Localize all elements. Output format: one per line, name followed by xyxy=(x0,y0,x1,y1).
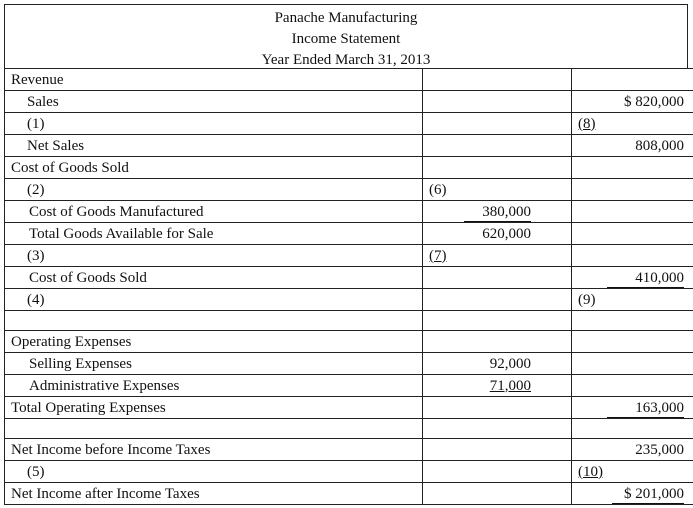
table-row xyxy=(5,353,693,375)
table-row xyxy=(5,439,693,461)
table-row xyxy=(5,69,693,91)
nibt-label: Net Income before Income Taxes xyxy=(5,439,423,461)
table-row xyxy=(5,223,693,245)
statement-title: Income Statement xyxy=(291,31,401,47)
blank-4: (4) xyxy=(5,289,423,311)
table-row xyxy=(5,245,693,267)
niat-value: $ 201,000 xyxy=(612,486,684,504)
sales-value: $ 820,000 xyxy=(572,91,693,113)
income-statement xyxy=(4,4,688,505)
admin-label: Administrative Expenses xyxy=(5,375,423,397)
blank-9: (9) xyxy=(572,289,693,311)
revenue-heading: Revenue xyxy=(5,69,423,91)
net-sales-label: Net Sales xyxy=(5,135,423,157)
blank-5: (5) xyxy=(5,461,423,483)
table-row xyxy=(5,311,693,331)
table-row xyxy=(5,113,693,135)
table-row xyxy=(5,397,693,419)
net-sales-value: 808,000 xyxy=(572,135,693,157)
nibt-value: 235,000 xyxy=(572,439,693,461)
table-row xyxy=(5,267,693,289)
cogm-value: 380,000 xyxy=(464,204,531,222)
cogs-label: Cost of Goods Sold xyxy=(5,267,423,289)
table-row xyxy=(5,419,693,439)
table-row xyxy=(5,375,693,397)
total-opex-label: Total Operating Expenses xyxy=(5,397,423,419)
selling-value: 92,000 xyxy=(423,353,572,375)
table-row xyxy=(5,157,693,179)
table-row xyxy=(5,289,693,311)
blank-10: (10) xyxy=(578,463,603,480)
cogs-heading: Cost of Goods Sold xyxy=(5,157,423,179)
tgafs-label: Total Goods Available for Sale xyxy=(5,223,423,245)
table-row xyxy=(5,135,693,157)
opex-heading: Operating Expenses xyxy=(5,331,423,353)
table-row xyxy=(5,461,693,483)
sales-label: Sales xyxy=(5,91,423,113)
blank-1: (1) xyxy=(5,113,423,135)
blank-6: (6) xyxy=(423,179,572,201)
table-row xyxy=(5,331,693,353)
statement-header xyxy=(4,4,688,68)
table-row xyxy=(5,179,693,201)
blank-8: (8) xyxy=(578,115,596,132)
cogs-value: 410,000 xyxy=(607,270,684,288)
admin-value: 71,000 xyxy=(489,377,531,394)
niat-label: Net Income after Income Taxes xyxy=(5,483,423,505)
cogm-label: Cost of Goods Manufactured xyxy=(5,201,423,223)
table-row xyxy=(5,483,693,505)
total-opex-value: 163,000 xyxy=(607,400,684,418)
blank-2: (2) xyxy=(5,179,423,201)
tgafs-value: 620,000 xyxy=(423,223,572,245)
statement-period: Year Ended March 31, 2013 xyxy=(261,52,431,68)
selling-label: Selling Expenses xyxy=(5,353,423,375)
blank-7: (7) xyxy=(429,247,447,264)
table-row xyxy=(5,91,693,113)
statement-table xyxy=(4,68,693,505)
company-name: Panache Manufacturing xyxy=(274,10,418,26)
table-row xyxy=(5,201,693,223)
blank-3: (3) xyxy=(5,245,423,267)
